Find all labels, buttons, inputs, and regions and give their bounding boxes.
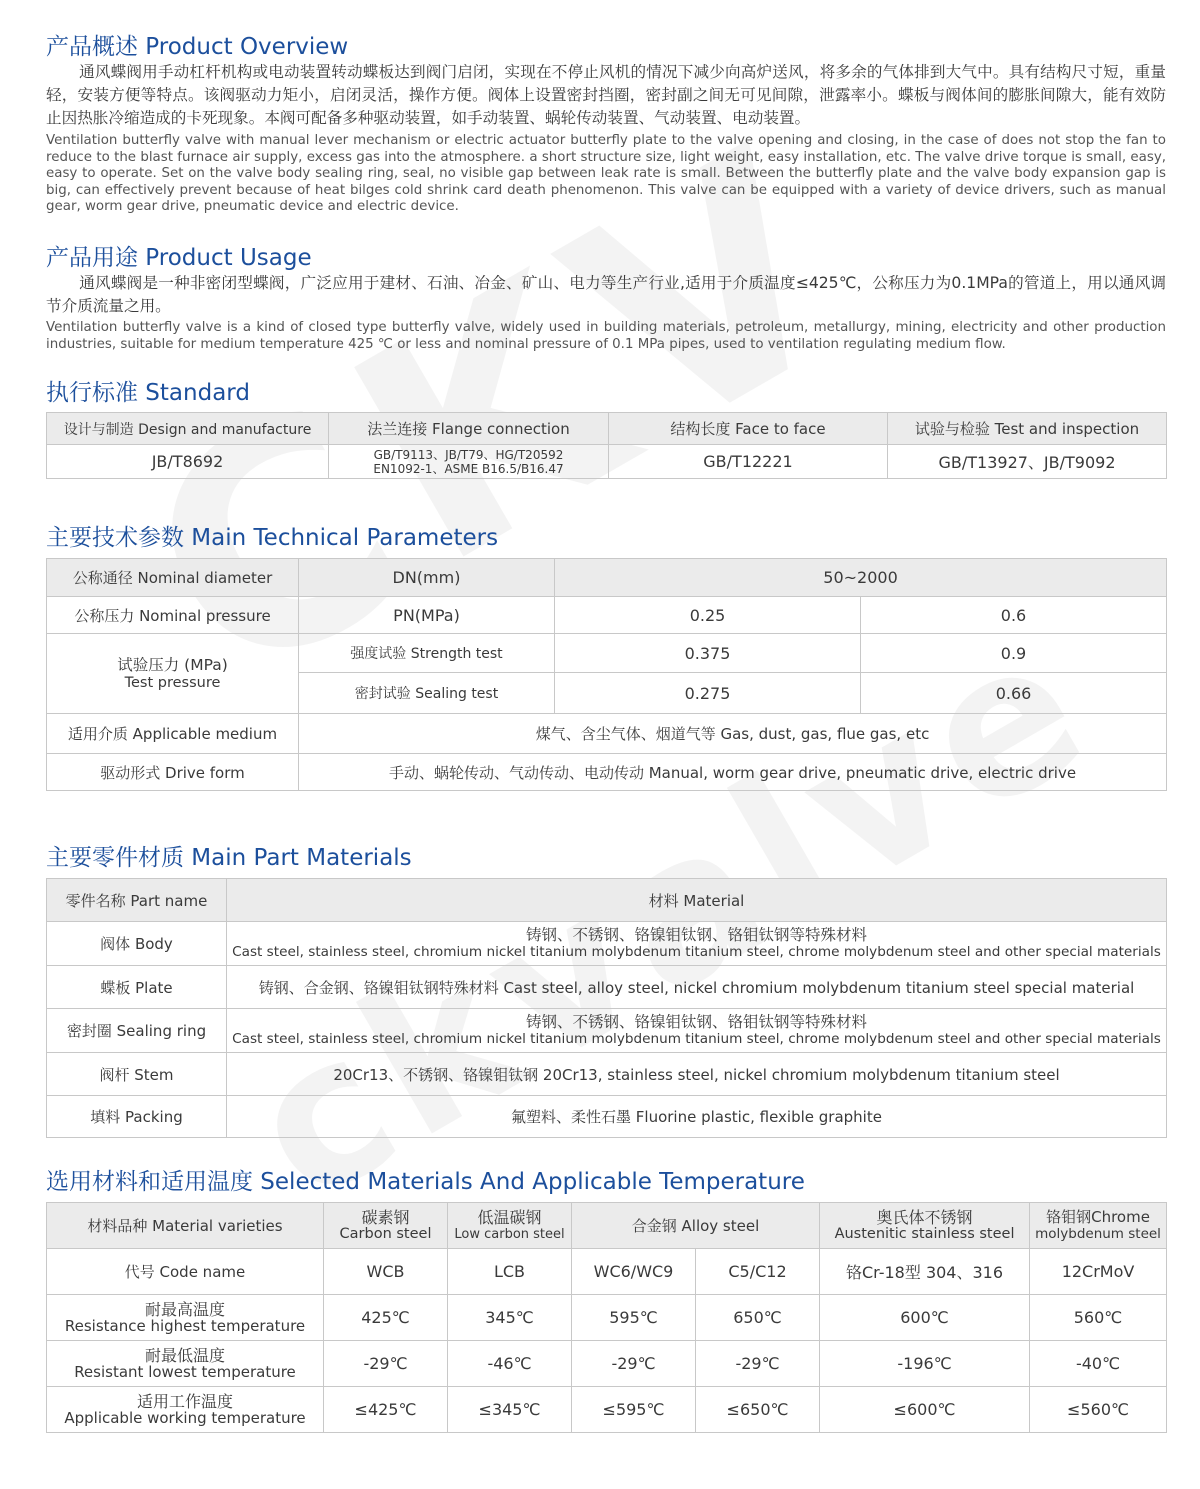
temps-cell: WC6/WC9 xyxy=(572,1249,696,1295)
standard-header-test: 试验与检验 Test and inspection xyxy=(888,413,1167,445)
tech-drive-label: 驱动形式 Drive form xyxy=(47,754,299,791)
parts-row xyxy=(47,966,1167,1009)
temps-row xyxy=(47,1249,1167,1295)
parts-header-part: 零件名称 Part name xyxy=(47,879,227,922)
temps-title: 选用材料和适用温度 Selected Materials And Applicable Temperature xyxy=(46,1169,805,1196)
usage-en-text: Ventilation butterfly valve is a kind of closed type butterfly valve, widely used in building materials, petroleum, metallurgy, mining, electricity and other production industries, suitable for medium temperature 425 ℃ or less and nominal pressure of 0.1 MPa pipes, used to ventilation regulating medium flow. xyxy=(46,319,1166,352)
temps-cell: ≤595℃ xyxy=(572,1387,696,1433)
parts-row-name: 密封圈 Sealing ring xyxy=(47,1009,227,1053)
standard-header-flange: 法兰连接 Flange connection xyxy=(329,413,609,445)
usage-cn-text: 通风蝶阀是一种非密闭型蝶阀，广泛应用于建材、石油、冶金、矿山、电力等生产行业,适用于介质温度≤425℃，公称压力为0.1MPa的管道上，用以通风调节介质流量之用。 xyxy=(46,273,1166,315)
parts-row-name: 阀体 Body xyxy=(47,922,227,966)
temps-cell: 600℃ xyxy=(820,1295,1030,1341)
parts-row-name: 填料 Packing xyxy=(47,1096,227,1138)
temps-cell: ≤345℃ xyxy=(448,1387,572,1433)
temps-col-crmo: 铬钼钢Chrome molybdenum steel xyxy=(1030,1203,1167,1249)
temps-col-alloy: 合金钢 Alloy steel xyxy=(572,1203,820,1249)
parts-row-material: 铸钢、不锈钢、铬镍钼钛钢、铬钼钛钢等特殊材料 Cast steel, stainless steel, chromium nickel titanium molybdenum titanium steel, chrome molybdenum steel and other special materials xyxy=(227,1009,1167,1053)
temps-cell: C5/C12 xyxy=(696,1249,820,1295)
temps-row-label: 耐最低温度 Resistant lowest temperature xyxy=(47,1341,324,1387)
temps-variety-label: 材料品种 Material varieties xyxy=(47,1203,324,1249)
temps-cell: 425℃ xyxy=(324,1295,448,1341)
temps-cell: 铬Cr-18型 304、316 xyxy=(820,1249,1030,1295)
temps-col-austenitic: 奥氏体不锈钢 Austenitic stainless steel xyxy=(820,1203,1030,1249)
temps-col-low-carbon: 低温碳钢 Low carbon steel xyxy=(448,1203,572,1249)
tech-medium-label: 适用介质 Applicable medium xyxy=(47,714,299,754)
tech-sealing-value-1: 0.275 xyxy=(555,673,861,714)
tech-strength-value-1: 0.375 xyxy=(555,634,861,673)
parts-row-material: 铸钢、不锈钢、铬镍钼钛钢、铬钼钛钢等特殊材料 Cast steel, stainless steel, chromium nickel titanium molybdenum titanium steel, chrome molybdenum steel and other special materials xyxy=(227,922,1167,966)
parts-row xyxy=(47,1096,1167,1138)
temps-row xyxy=(47,1387,1167,1433)
parts-header-material: 材料 Material xyxy=(227,879,1167,922)
parts-title: 主要零件材质 Main Part Materials xyxy=(46,845,412,872)
standard-test-value: GB/T13927、JB/T9092 xyxy=(888,445,1167,479)
tech-sealing-label: 密封试验 Sealing test xyxy=(299,673,555,714)
temps-table xyxy=(46,1202,1167,1433)
temps-cell: 650℃ xyxy=(696,1295,820,1341)
tech-dn-label: DN(mm) xyxy=(299,559,555,597)
overview-cn-text: 通风蝶阀用手动杠杆机构或电动装置转动蝶板达到阀门启闭，实现在不停止风机的情况下减少向高炉送风，将多余的气体排到大气中。具有结构尺寸短，重量轻，安装方便等特点。该阀驱动力矩小，启闭灵活，操作方便。阀体上设置密封挡圈，密封副之间无可见间隙，泄露率小。蝶板与阀体间的膨胀间隙大，能有效防止因热胀冷缩造成的卡死现象。本阀可配备多种驱动装置，如手动装置、蜗轮传动装置、气动装置、电动装置。 xyxy=(46,63,1166,127)
tech-test-pressure-label: 试验压力 (MPa) Test pressure xyxy=(47,634,299,714)
temps-row-label: 耐最高温度 Resistance highest temperature xyxy=(47,1295,324,1341)
tech-sealing-value-2: 0.66 xyxy=(861,673,1167,714)
overview-title: 产品概述 Product Overview xyxy=(46,34,349,60)
temps-cell: -29℃ xyxy=(572,1341,696,1387)
temps-row xyxy=(47,1295,1167,1341)
parts-table xyxy=(46,878,1167,1138)
standard-table xyxy=(46,412,1167,479)
tech-pn-value-1: 0.25 xyxy=(555,597,861,634)
tech-medium-value: 煤气、含尘气体、烟道气等 Gas, dust, gas, flue gas, etc xyxy=(299,714,1167,754)
temps-cell: ≤560℃ xyxy=(1030,1387,1167,1433)
temps-cell: -29℃ xyxy=(696,1341,820,1387)
temps-col-carbon: 碳素钢 Carbon steel xyxy=(324,1203,448,1249)
tech-strength-label: 强度试验 Strength test xyxy=(299,634,555,673)
parts-row xyxy=(47,1053,1167,1096)
tech-pn-value-2: 0.6 xyxy=(861,597,1167,634)
parts-row-name: 阀杆 Stem xyxy=(47,1053,227,1096)
parts-row-material: 氟塑料、柔性石墨 Fluorine plastic, flexible graphite xyxy=(227,1096,1167,1138)
temps-cell: -29℃ xyxy=(324,1341,448,1387)
temps-cell: -196℃ xyxy=(820,1341,1030,1387)
temps-cell: ≤650℃ xyxy=(696,1387,820,1433)
tech-title: 主要技术参数 Main Technical Parameters xyxy=(46,525,499,552)
overview-en-text: Ventilation butterfly valve with manual lever mechanism or electric actuator butterfly plate to the valve opening and closing, in the case of does not stop the fan to reduce to the blast furnace air supply, excess gas into the atmosphere. a short structure size, light weight, easy installation, etc. The valve drive torque is small, easy, easy to operate. Set on the valve body sealing ring, seal, no visible gap between leak rate is small. Between the butterfly plate and the valve body expansion gap is big, can effectively prevent because of heat bilges cold shrink card death phenomenon. This valve can be equipped with a variety of device drivers, such as manual gear, worm gear drive, pneumatic device and electric device. xyxy=(46,133,1166,215)
tech-drive-value: 手动、蜗轮传动、气动传动、电动传动 Manual, worm gear drive, pneumatic drive, electric drive xyxy=(299,754,1167,791)
parts-row-material: 20Cr13、不锈钢、铬镍钼钛钢 20Cr13, stainless steel, nickel chromium molybdenum titanium steel xyxy=(227,1053,1167,1096)
temps-cell: WCB xyxy=(324,1249,448,1295)
temps-cell: LCB xyxy=(448,1249,572,1295)
temps-cell: ≤425℃ xyxy=(324,1387,448,1433)
standard-header-design: 设计与制造 Design and manufacture xyxy=(47,413,329,445)
tech-strength-value-2: 0.9 xyxy=(861,634,1167,673)
temps-row-label: 代号 Code name xyxy=(47,1249,324,1295)
tech-nominal-pressure-label: 公称压力 Nominal pressure xyxy=(47,597,299,634)
temps-cell: 560℃ xyxy=(1030,1295,1167,1341)
tech-pn-label: PN(MPa) xyxy=(299,597,555,634)
standard-header-face: 结构长度 Face to face xyxy=(609,413,888,445)
temps-cell: 595℃ xyxy=(572,1295,696,1341)
parts-row-material: 铸钢、合金钢、铬镍钼钛钢特殊材料 Cast steel, alloy steel, nickel chromium molybdenum titanium steel special material xyxy=(227,966,1167,1009)
parts-row xyxy=(47,1009,1167,1053)
temps-cell: 12CrMoV xyxy=(1030,1249,1167,1295)
temps-cell: ≤600℃ xyxy=(820,1387,1030,1433)
temps-row xyxy=(47,1341,1167,1387)
tech-dn-value: 50~2000 xyxy=(555,559,1167,597)
standard-title: 执行标准 Standard xyxy=(46,380,250,407)
parts-row-name: 蝶板 Plate xyxy=(47,966,227,1009)
standard-flange-value: GB/T9113、JB/T79、HG/T20592 EN1092-1、ASME B16.5/B16.47 xyxy=(329,445,609,479)
temps-cell: 345℃ xyxy=(448,1295,572,1341)
temps-row-label: 适用工作温度 Applicable working temperature xyxy=(47,1387,324,1433)
tech-table xyxy=(46,558,1167,791)
temps-cell: -40℃ xyxy=(1030,1341,1167,1387)
standard-design-value: JB/T8692 xyxy=(47,445,329,479)
tech-nominal-diameter-label: 公称通径 Nominal diameter xyxy=(47,559,299,597)
parts-row xyxy=(47,922,1167,966)
temps-cell: -46℃ xyxy=(448,1341,572,1387)
standard-face-value: GB/T12221 xyxy=(609,445,888,479)
usage-title: 产品用途 Product Usage xyxy=(46,244,312,271)
